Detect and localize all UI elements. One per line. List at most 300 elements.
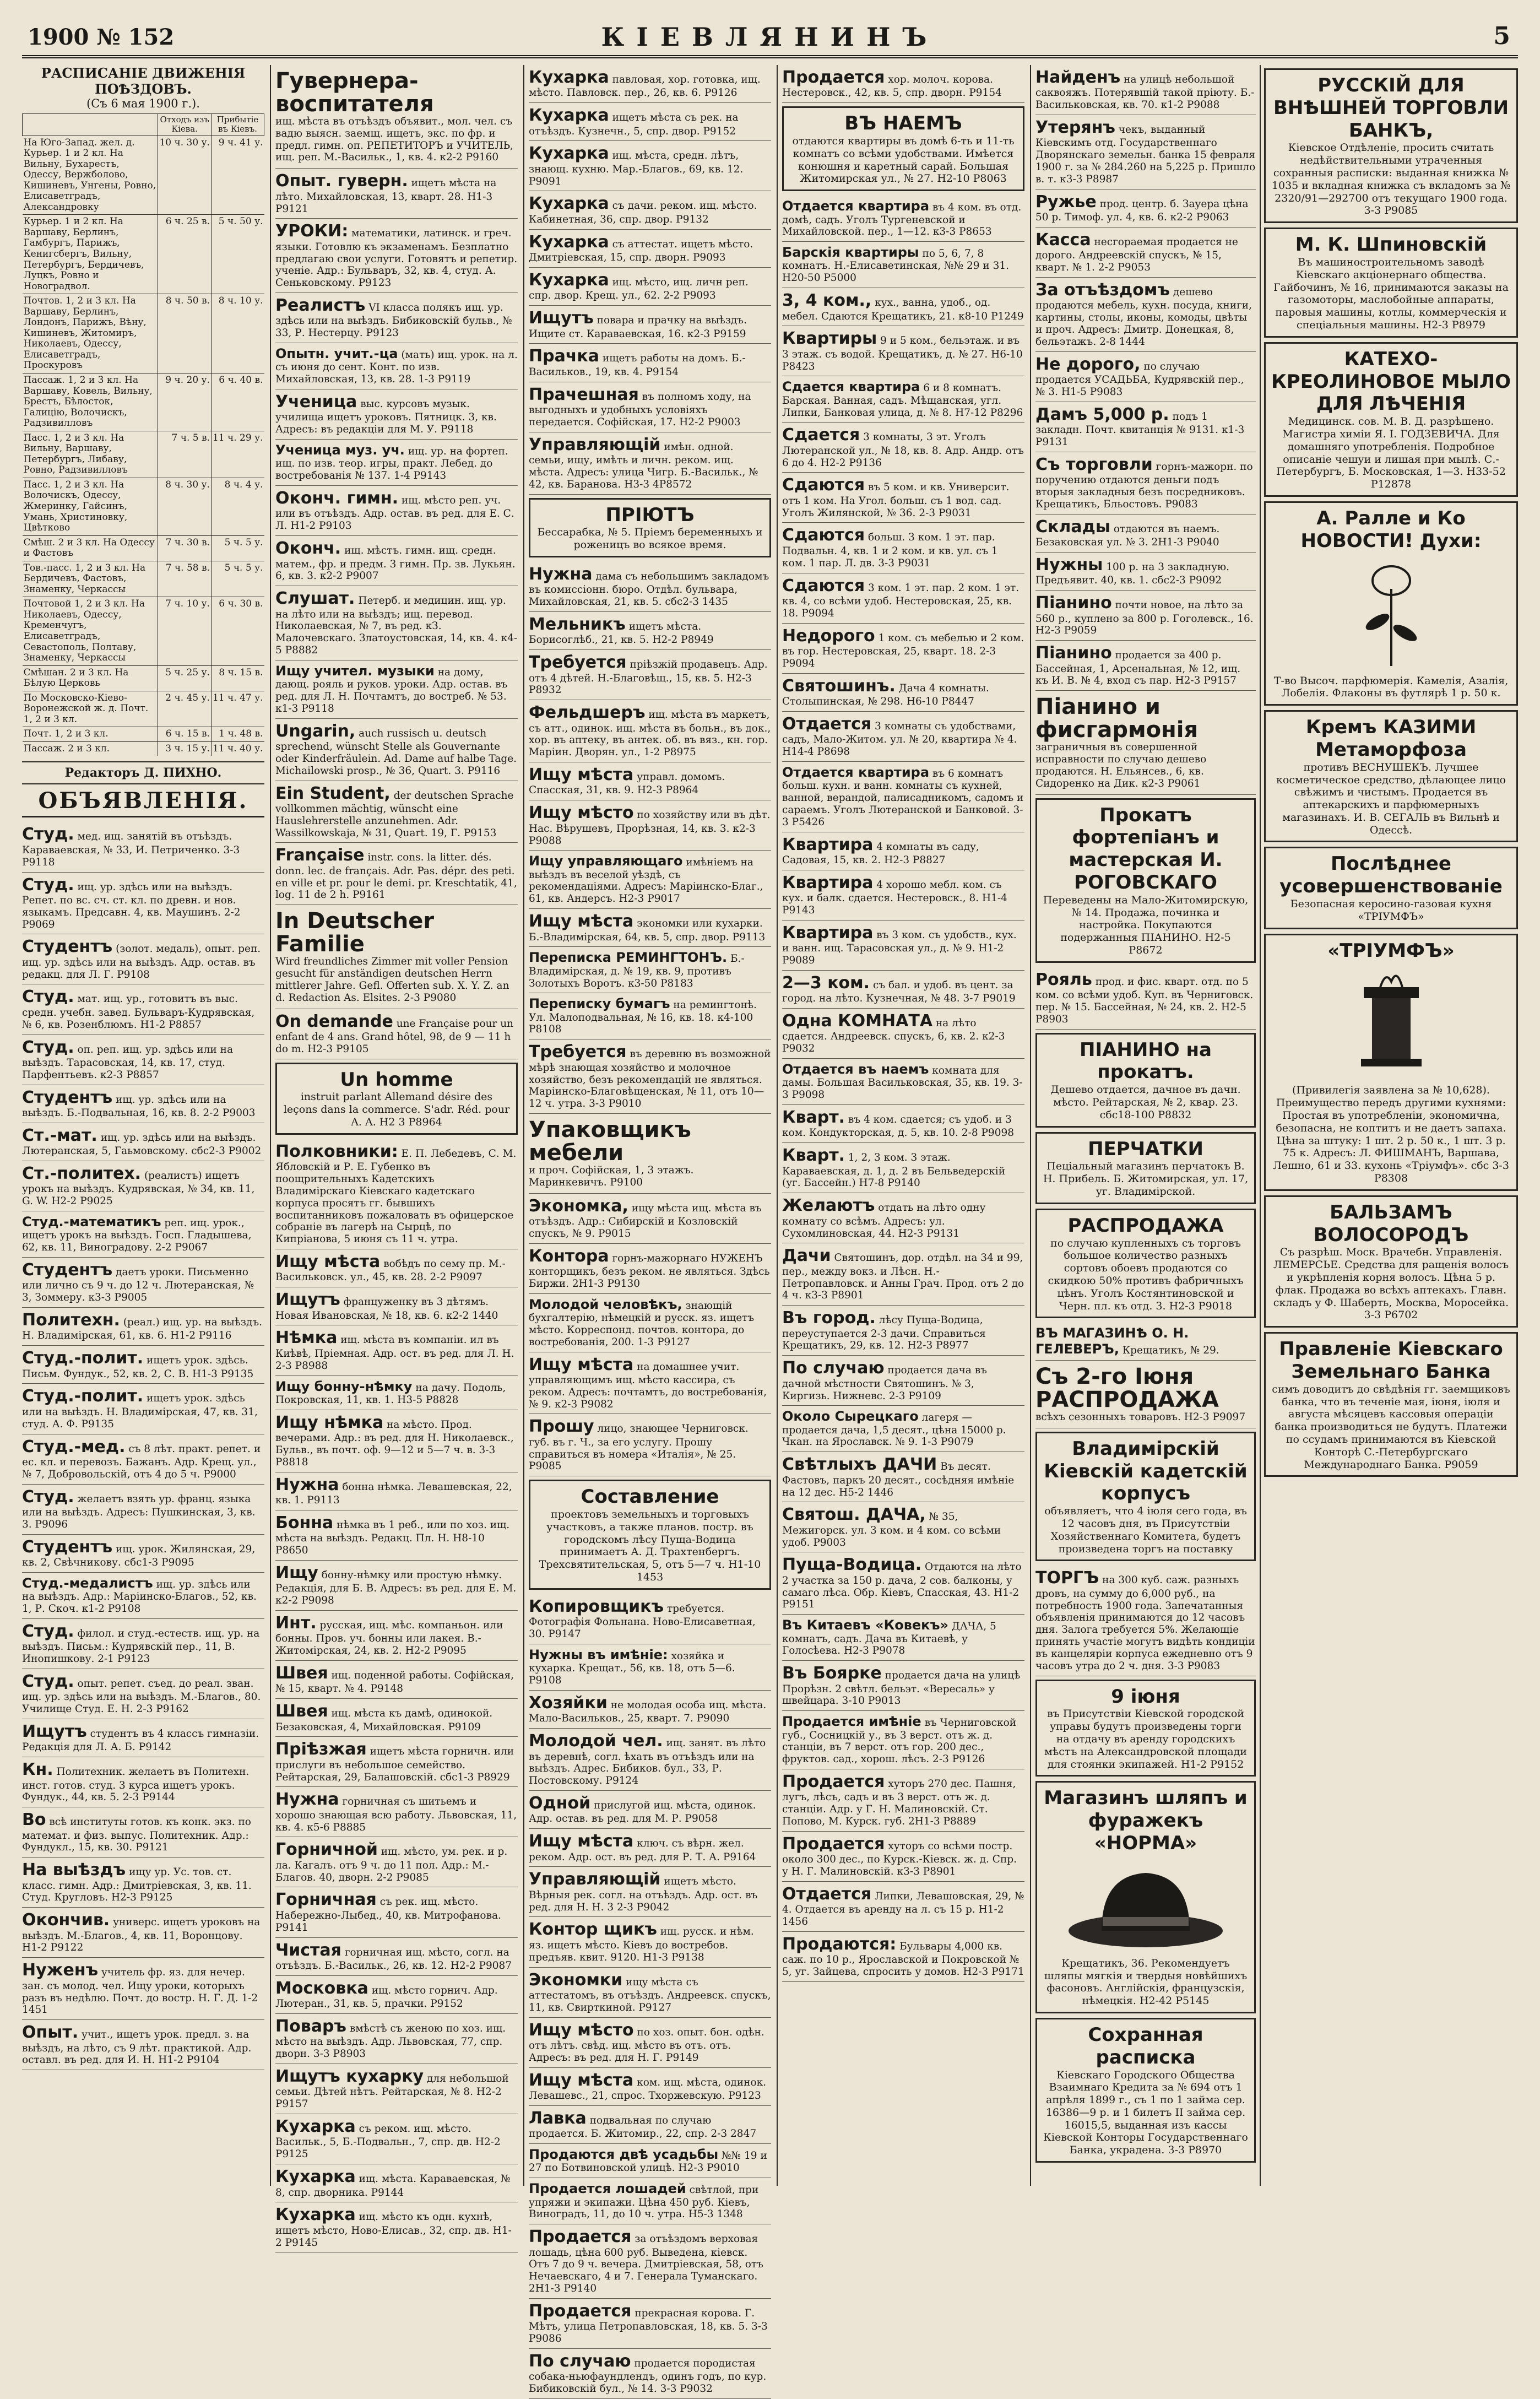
classified-ad <box>529 306 771 344</box>
ad-heading: Одной <box>529 1793 591 1813</box>
ad-text: ищу ур. Ус. тов. ст. класс. гимн. Адр.: Дмитріевская, 3, кв. 11. Студ. Кругловъ. Н2-3 Р9125 <box>22 1866 252 1904</box>
ad-heading: Опыт. гуверн. <box>275 171 408 191</box>
ad-text: ищ. ур. здѣсь или на выѣздъ. Б.-Подвальная, 16, кв. 8. 2-2 Р9003 <box>22 1093 256 1119</box>
ad-heading: Квартиры <box>782 329 877 349</box>
classified-ad <box>782 196 1024 242</box>
classified-ad <box>22 873 264 935</box>
ad-text: въ 3 ком. съ удобств., кух. и ванн. ищ. Тарасовская ул., д. № 9. Н1-2 Р9089 <box>782 929 1017 966</box>
ad-text: и проч. Софійская, 1, 3 этажъ. Маринкевичъ. Р9100 <box>529 1165 694 1188</box>
classified-ad <box>1264 228 1518 338</box>
classified-ad <box>529 1194 771 1244</box>
ad-heading: Ищу мѣста <box>529 1355 634 1374</box>
ad-heading: Поваръ <box>275 2016 346 2036</box>
classified-ad <box>275 1410 518 1472</box>
ad-heading: Кухарка <box>275 2167 356 2187</box>
classified-ad <box>529 1594 771 1644</box>
ad-heading: Горничная <box>275 1890 377 1910</box>
ad-text: по случаю купленныхъ съ торговъ большое количество разныхъ сортовъ обоевъ продаются со скидкою 50% противъ фабричныхъ цѣнъ. Уголъ Костянтиновской и Черн. пл. къ отд. 3. Н2-3 Р9018 <box>1048 1237 1244 1312</box>
column-rule <box>1260 65 1261 2186</box>
classified-ad <box>529 851 771 909</box>
ad-heading: Un homme <box>340 1068 453 1091</box>
ad-heading: Квартира <box>782 873 874 892</box>
classified-ad <box>1035 1209 1256 1319</box>
ad-text: управл. домомъ. Спасская, 31, кв. 9. Н2-3 Р8964 <box>529 771 725 797</box>
ad-text: №№ 19 и 27 по Ботвиновской улицѣ. Н2-3 Р9010 <box>529 2150 767 2174</box>
ad-heading: За отъѣздомъ <box>1035 280 1170 300</box>
ad-heading: Съ торговли <box>1035 454 1153 474</box>
ad-text: (золот. медаль), опыт. реп. ищ. ур. здѣсь или на выѣздъ. Адр. остав. въ редакц. для Л. Г. Р9108 <box>22 943 261 981</box>
ad-text: ищ. урок. Жилянская, 29, кв. 2, Свѣчникову. сбс1-3 Р9095 <box>22 1543 256 1569</box>
classified-ad <box>275 343 518 389</box>
classified-ad <box>275 1063 518 1135</box>
ad-heading: Нужны <box>1035 555 1103 575</box>
ad-heading: Переписку бумагъ <box>529 996 670 1012</box>
ad-heading: Кухарка <box>529 270 609 290</box>
classified-ad <box>782 624 1024 674</box>
classified-ad <box>275 389 518 440</box>
ad-heading: Сдаются <box>782 526 865 545</box>
classified-ad <box>1035 115 1256 189</box>
ad-text: ищ. поденной работы. Софійская, № 15, кварт. № 4. Р9148 <box>275 1669 514 1695</box>
classified-ad <box>782 870 1024 920</box>
classified-ad <box>1035 1132 1256 1204</box>
ad-text: по хоз. опыт. бон. одѣн. отъ лѣтъ. свѣд. ищ. мѣсто въ отъ. отъ. Адресъ: въ ред. для Н. Г. Р9149 <box>529 2026 764 2064</box>
ad-heading: ПРІЮТЪ <box>605 503 695 526</box>
classified-ad <box>529 191 771 229</box>
timetable-route: Смѣш. 2 и 3 кл. На Одессу и Фастовъ <box>23 535 158 561</box>
timetable-depart: 8 ч. 30 у. <box>158 478 212 535</box>
classified-ad <box>22 1308 264 1346</box>
timetable-arrive: 1 ч. 48 в. <box>211 727 264 742</box>
classified-ad <box>529 1244 771 1294</box>
classified-ad <box>1035 1361 1256 1428</box>
ad-text: въ 4 ком. сдается; съ удоб. и 3 ком. Кондукторская, д. 5, кв. 10. 2-8 Р9098 <box>782 1114 1015 1139</box>
ad-heading: Переписка РЕМИНГТОНЪ. <box>529 950 728 966</box>
classified-ad <box>275 843 518 905</box>
classified-ad <box>529 2224 771 2299</box>
ad-text: не молодая особа ищ. мѣста. Мало-Васильков., 25, кварт. 7. Р9090 <box>529 1699 767 1725</box>
classified-ad <box>1035 352 1256 402</box>
ad-text: Крещатикъ, № 29. <box>1122 1344 1219 1356</box>
classified-ad <box>1035 798 1256 963</box>
ad-text: Крещатикъ, 36. Рекомендуетъ шляпы мягкія и твердыя новѣйшихъ фасоновъ. Англійскія, французскія, нѣмецкія. Н2-42 Р5145 <box>1044 1957 1248 2007</box>
ad-text: 4 хорошо мебл. ком. съ кух. и балк. сдается. Нестеровск., 8. Н1-4 Р9143 <box>782 879 1007 916</box>
ad-text: даетъ уроки. Письменно или лично съ 9 ч. до 12 ч. Лютеранская, № 3, Зоммеру. к3-3 Р9005 <box>22 1266 254 1304</box>
ad-heading: Сдаются <box>782 576 865 595</box>
ad-heading: Кремъ КАЗИМИ Метаморфоза <box>1305 716 1477 761</box>
ad-heading: Студ. <box>22 1671 74 1691</box>
classified-ad <box>782 523 1024 573</box>
classified-ad <box>1035 402 1256 452</box>
ad-text: ищу мѣста съ аттестатомъ, въ отъѣздъ. Андреевск. спускъ, 11, кв. Свирткиной. Р9127 <box>529 1976 771 2013</box>
ad-text: ищ. мѣсто горнич. Адр. Лютеран., 31, кв. 5, прачки. Р9152 <box>275 1984 498 2010</box>
ad-text: на лѣто сдается. Андреевск. спускъ, 6, кв. 2. к2-3 Р9032 <box>782 1017 1005 1055</box>
classified-ad <box>1035 452 1256 515</box>
ad-text: хуторъ 270 дес. Пашня, лугъ, лѣсъ, садъ и въ 3 верст. отъ ж. д. станціи. Адр. у Г. Н. Малиновскій. Ст. Попово, М. Курск. губ. 2Н1-3 Р8889 <box>782 1778 1016 1828</box>
classified-ad <box>529 800 771 851</box>
ad-heading: Свѣтлыхъ ДАЧИ <box>782 1455 937 1475</box>
classified-ad <box>529 1352 771 1415</box>
classified-ad <box>22 2020 264 2070</box>
ad-heading: Бонна <box>275 1513 334 1532</box>
timetable-arrive: 5 ч. 50 у. <box>211 215 264 294</box>
classified-ad <box>782 762 1024 832</box>
ad-text: имѣніемъ на выѣздъ въ веселой уѣздѣ, съ рекомендаціями. Адресъ: Маріинско-Благ., 61, кв. Андерсъ. Н2-3 Р9017 <box>529 857 763 905</box>
classified-ad <box>529 2018 771 2068</box>
ad-text: Пеціальный магазинъ перчатокъ В. Н. Прибель. Б. Житомирская, ул. 17, уг. Владимірской. <box>1043 1160 1249 1198</box>
classified-ad <box>529 1039 771 1114</box>
classified-ad <box>22 1161 264 1211</box>
classified-ad <box>529 1480 771 1590</box>
column-4 <box>782 65 1024 2186</box>
ad-text: по 5, 6, 7, 8 комнатъ. Н.-Елисаветинская, №№ 29 и 31. Н20-50 Р5000 <box>782 248 1010 284</box>
classified-ad <box>1035 553 1256 591</box>
ads-list-col6 <box>1264 68 1518 1477</box>
classified-ad <box>529 65 771 103</box>
ad-heading: Продается <box>529 2301 632 2321</box>
newspaper-title: КІЕВЛЯНИНЪ <box>601 22 939 52</box>
ad-heading: Française <box>275 846 365 865</box>
column-5 <box>1035 65 1256 2186</box>
ad-heading: Горничной <box>275 1840 378 1860</box>
classified-ad <box>1264 934 1518 1191</box>
ad-text: 4 комнаты въ саду, Садовая, 15, кв. 2. Н2-3 Р8827 <box>782 841 979 866</box>
ad-heading: КАТЕХО-КРЕОЛИНОВОЕ МЫЛО ДЛЯ ЛѢЧЕНІЯ <box>1271 348 1511 415</box>
timetable-row <box>23 431 264 478</box>
ad-heading: Прачка <box>529 346 600 366</box>
ad-text: (Привилегія заявлена за № 10,628). Преимущество передъ другими кухнями: Простая въ употребленіи, экономична, безопасна, не коптитъ и не даетъ запаха. Цѣна за штуку: 1 шт. 2 р. 50 к., 1 шт. 3 р. 75 к. Адресъ: Л. ФИШМАНЪ, Варшава, Лешно, 61 и 33. кухонь «Тріумфъ». сбс 3-3 Р8308 <box>1273 1084 1509 1185</box>
ad-text: вмѣстѣ съ женою по хоз. ищ. мѣсто на выѣздъ. Адр. Львовская, 77, спр. дворн. 3-3 Р8903 <box>275 2022 506 2060</box>
timetable-arrive: 11 ч. 29 у. <box>211 431 264 478</box>
classified-ad <box>275 1976 518 2014</box>
ad-text: всѣ институты готов. къ конк. экз. по математ. и физ. выпус. Политехник. Адр.: Фундукл., 15, кв. 30. Р9121 <box>22 1816 251 1854</box>
timetable-route: Почтов. 1, 2 и 3 кл. На Варшаву, Берлинъ, Лондонъ, Парижъ, Вѣну, Кишиневъ, Житомиръ, Николаевъ, Одессу, Елисаветградъ, Проскуровъ <box>23 294 158 373</box>
ad-heading: Швея <box>275 1663 328 1683</box>
classified-ad <box>529 1729 771 1791</box>
ad-text: продается породистая собака-ньюфаундлендъ, одинъ годъ, по кур. Бибиковскій бул., № 14. 3-3 Р9032 <box>529 2357 767 2395</box>
timetable-depart: 8 ч. 50 в. <box>158 294 212 373</box>
classified-ad <box>22 1719 264 1757</box>
ad-text: ищ. ур. здѣсь или на выѣздъ. Репет. по вс. сч. ст. кл. по древн. и нов. языкамъ. Предсавн. 4, кв. Маушинъ. 2-2 Р9069 <box>22 881 241 930</box>
ad-heading: М. К. Шпиновскій <box>1295 234 1487 256</box>
classified-ad <box>1035 967 1256 1030</box>
classified-ad <box>529 1968 771 2018</box>
classified-ad <box>529 1691 771 1729</box>
ad-heading: Нужна <box>275 1790 339 1810</box>
ad-heading: Кн. <box>22 1760 53 1780</box>
ad-heading: УРОКИ: <box>275 221 349 241</box>
classified-ad <box>1035 1323 1256 1361</box>
ad-heading: Студ. <box>22 1621 74 1641</box>
ad-heading: Въ Китаевъ «Ковекъ» <box>782 1617 948 1633</box>
classified-ad <box>22 1807 264 1858</box>
classified-ad <box>22 1346 264 1384</box>
classified-ad <box>529 947 771 993</box>
ad-text: лицо, знающее Черниговск. губ. въ г. Ч., за его услугу. Прошу справиться въ номера «Италія», № 25. Р9085 <box>529 1423 749 1472</box>
ad-heading: Гувернера-воспитателя <box>275 68 434 117</box>
ads-list-col1 <box>22 822 264 2070</box>
ad-heading: Ищу мѣсто <box>529 2020 634 2040</box>
ad-heading: Ungarin, <box>275 721 356 741</box>
timetable-route: Пасс. 1, 2 и 3 кл. На Волочискъ, Одессу, Жмеринку, Гайсинъ, Умань, Христиновку, Цвѣтково <box>23 478 158 535</box>
classified-ad <box>275 1376 518 1410</box>
ad-heading: Кухарка <box>529 144 609 164</box>
ad-heading: Политехн. <box>22 1310 120 1330</box>
classified-ad <box>275 1737 518 1787</box>
ad-text: ищ. мѣста въ отъѣздъ объявит., мол. чел. съ вадю выясн. заемщ. ищетъ, экс. по фр. и предл. гимн. оп. РЕПЕТИТОРЪ и УЧИТЕЛЬ, ищ. реп. М.-Васильк., 1, кв. 4. к2-2 Р9160 <box>275 116 513 164</box>
ad-text: Политехник. желаетъ въ Политехн. инст. готов. студ. 3 курса ищетъ урокъ. Фундук., 44, кв. 5. 2-3 Р9144 <box>22 1766 250 1804</box>
ad-heading: Піанино <box>1035 593 1112 613</box>
ad-text: ключ. съ вѣрн. жел. реком. Адр. ост. въ ред. для Р. Т. А. Р9164 <box>529 1838 756 1863</box>
ad-text: горнъ-мажорнаго НУЖЕНЪ конторщикъ, безъ реком. не являться. Здѣсь Биржи. 2Н1-3 Р9130 <box>529 1252 770 1290</box>
ad-text: пріѣзжій продавецъ. Адр. отъ 4 дѣтей. Н.-Благовѣщ., 15, кв. 5. Н2-3 Р8932 <box>529 659 768 696</box>
ad-heading: Прачешная <box>529 385 639 404</box>
ad-text: съ бал. и удоб. въ цент. за город. на лѣто. Кузнечная, № 48. 3-7 Р9019 <box>782 979 1016 1005</box>
ad-heading: Студ. <box>22 987 74 1007</box>
ad-text: ищетъ урок. здѣсь. Письм. Фундук., 52, кв. 2, С. В. Н1-3 Р9135 <box>22 1355 254 1380</box>
ad-heading: ПЕРЧАТКИ <box>1088 1138 1203 1160</box>
ad-text: ищ. мѣсто къ одн. кухнѣ, ищетъ мѣсто, Ново-Елисав., 32, спр. дв. Н1-2 Р9145 <box>275 2211 512 2249</box>
classified-ad <box>275 293 518 343</box>
ad-text: VI класса полякъ ищ. ур. здѣсь или на выѣздъ. Бибиковскій бульв., № 33, Р. Нестерцу. Р9123 <box>275 302 512 339</box>
classified-ad <box>275 586 518 660</box>
classified-ad <box>275 1699 518 1737</box>
ad-text: учитель фр. яз. для нечер. зан. съ молод. чел. Ищу уроки, которыхъ разъ въ недѣлю. Почт. до востр. Н. Г. Д. 1-2 1451 <box>22 1967 258 2016</box>
ad-heading: Студ.-полит. <box>22 1349 144 1368</box>
ad-heading: По случаю <box>782 1358 885 1378</box>
ad-text: на дому, дающ. рояль и руков. уроки. Адр. остав. въ ред. для Л. Н. Почтамтъ, до востреб. № 53. к1-3 Р9118 <box>275 666 508 714</box>
editor-line: Редакторъ Д. ПИХНО. <box>22 761 264 784</box>
ad-heading: 3, 4 ком., <box>782 291 872 311</box>
classified-ad <box>529 909 771 947</box>
ad-heading: Въ Боярке <box>782 1664 882 1683</box>
ad-text: ищетъ мѣсто. Вѣрныя рек. согл. на отъѣздъ. Адр. ост. въ ред. для Н. Н. 3 2-3 Р9042 <box>529 1876 758 1913</box>
ad-heading: Рояль <box>1035 970 1092 989</box>
classified-ad <box>22 1085 264 1123</box>
ad-heading: Нужна <box>275 1475 339 1494</box>
timetable-row <box>23 373 264 431</box>
ad-heading: Продаются двѣ усадьбы <box>529 2147 719 2163</box>
classified-ad <box>275 1661 518 1699</box>
ad-text: подъ 1 закладн. Почт. квитанція № 9131. к1-3 Р9131 <box>1035 410 1245 448</box>
ad-heading: Кухарка <box>529 232 609 252</box>
classified-ad <box>275 1787 518 1837</box>
classified-ad <box>529 1791 771 1829</box>
ad-heading: Студ.-медалистъ <box>22 1575 153 1591</box>
classified-ad <box>1035 2018 1256 2163</box>
timetable-arrive: 5 ч. 5 у. <box>211 535 264 561</box>
classified-ad <box>1035 1680 1256 1777</box>
classified-ad <box>782 473 1024 523</box>
timetable-depart: 2 ч. 45 у. <box>158 691 212 727</box>
timetable-arrive: 8 ч. 15 в. <box>211 665 264 691</box>
ad-text: въ 6 комнатъ больш. кухн. и ванн. комнаты съ кухней, ванной, верандой, палисадникомъ, садомъ и сараемъ. Уголъ Лютеранской и Банковой. 3-3 Р5426 <box>782 767 1024 828</box>
ad-heading: Ищутъ <box>529 308 594 328</box>
ad-text: на мѣсто. Прод. вечерами. Адр.: въ ред. для Н. Николаевск., Бульв., въ почт. оф. 9—12 и 5—7 ч. в. 3-3 Р8818 <box>275 1418 514 1468</box>
classified-ad <box>275 1561 518 1611</box>
timetable-row <box>23 665 264 691</box>
ad-text: продается за 400 р. Бассейная, 1, Арсенальная, № 12, ищ. къ И. В. № 4, вход съ пар. Н2-3 Р9157 <box>1035 649 1241 687</box>
ad-text: 3 комнаты съ удобствами, садъ, Мало-Житом. ул. № 20, квартира № 4. Н14-4 Р8698 <box>782 720 1017 758</box>
ad-text: желаетъ взять ур. франц. языка или на выѣздъ. Адресъ: Пушкинская, 3, кв. 3. Р9096 <box>22 1493 256 1530</box>
ad-heading: Утерянъ <box>1035 118 1115 138</box>
ad-heading: Піанино и фисгармонія <box>1035 694 1199 743</box>
classified-ad <box>1264 68 1518 223</box>
classified-ad <box>275 440 518 486</box>
ad-text: der deutschen Sprache vollkommen mächtig, wünscht eine Hauslehrerstelle anzunehmen. Adr. Wassilkowskaja, № 31, Quart. 19, Г. Р9153 <box>275 789 514 839</box>
classified-ad <box>1264 1195 1518 1328</box>
classified-ad <box>782 1356 1024 1406</box>
ad-heading: Въ город. <box>782 1308 876 1328</box>
ad-heading: Барскія квартиры <box>782 245 919 261</box>
ad-heading: А. Ралле и Ко НОВОСТИ! Духи: <box>1300 507 1482 552</box>
ad-text: 100 р. на 3 закладную. Предъявит. 40, кв. 1. сбс2-3 Р9092 <box>1035 561 1230 587</box>
ad-heading: Ищу бонну-нѣмку <box>275 1378 413 1394</box>
ad-text: ищ. мѣсто, ищ. личн реп. спр. двор. Крещ. ул., 62. 2-2 Р9093 <box>529 276 749 302</box>
ad-heading: Упаковщикъ мебели <box>529 1117 691 1166</box>
ad-heading: In Deutscher Familie <box>275 908 435 957</box>
classified-ad <box>529 103 771 141</box>
ad-heading: Контора <box>529 1246 609 1266</box>
ad-text: Липки, Левашовская, 29, № 4. Отдается въ аренду на л. съ 15 р. Н1-2 1456 <box>782 1891 1024 1928</box>
timetable-arrive: 8 ч. 10 у. <box>211 294 264 373</box>
classified-ad <box>529 432 771 495</box>
classified-ad <box>782 1452 1024 1502</box>
ad-text: ищ. мѣста, средн. лѣтъ, знающ. кухню. Мар.-Благов., 69, кв. 12. Р9091 <box>529 150 744 187</box>
ad-text: за отъѣздомъ верховая лошадь, цѣна 600 руб. Выведена, кіевск. Отъ 7 до 9 ч. вечера. Дмитріевская, 58, отъ Нечаевскаго, 4 и 7. Генерала Туманскаго. 2Н1-3 Р9140 <box>529 2233 763 2295</box>
ad-heading: Реалистъ <box>275 296 366 316</box>
ad-text: ищ. русск. и нѣм. яз. ищетъ мѣсто. Кіевъ до востребов. предъяв. квит. 9120. Н1-3 Р9138 <box>529 1926 754 1963</box>
timetable-depart: 3 ч. 15 у. <box>158 741 212 756</box>
classified-ad <box>782 423 1024 473</box>
ad-heading: Прокатъ фортепіанъ и мастерская И. РОГОВСКАГО <box>1069 804 1223 893</box>
classified-ad <box>529 612 771 650</box>
ad-heading: Ученица муз. уч. <box>275 442 405 458</box>
classified-ad <box>1035 228 1256 278</box>
ad-heading: «ТРІУМФЪ» <box>1327 939 1455 962</box>
ad-heading: Оконч. гимн. <box>275 489 398 508</box>
ad-text: студентъ въ 4 классъ гимназіи. Редакція для Л. А. Б. Р9142 <box>22 1728 259 1753</box>
classified-ad <box>529 1829 771 1867</box>
ad-text: горничная ищ. мѣсто, согл. на отъѣздъ. Б.-Васильк., 26, кв. 12. Н2-2 Р9087 <box>275 1946 512 1972</box>
ad-text: 3 ком. 1 эт. пар. 2 ком. 1 эт. кв. 4, со всѣми удоб. Нестеровская, 25, кв. 18. Р9094 <box>782 582 1020 619</box>
hat-illustration <box>1063 1859 1228 1953</box>
classified-ad <box>782 1243 1024 1306</box>
ad-text: комната для дамы. Большая Васильковская, 35, кв. 19. 3-3 Р9098 <box>782 1065 1023 1101</box>
ad-heading: 9 іюня <box>1111 1685 1180 1708</box>
classified-ad <box>782 376 1024 423</box>
ad-heading: Отдается <box>782 1884 872 1904</box>
timetable-depart: 7 ч. 10 у. <box>158 597 212 665</box>
classified-ad <box>22 1123 264 1161</box>
classified-ad <box>782 1059 1024 1105</box>
ad-text: съ рек. ищ. мѣсто. Набережно-Лыбед., 40, кв. Митрофанова. Р9141 <box>275 1896 501 1934</box>
ad-text: продается дача на улицѣ Прорѣзн. 2 свѣтл. бельэт. «Вересаль» у швейцара. 3-10 Р9013 <box>782 1670 1021 1707</box>
ad-heading: Студ.-полит. <box>22 1387 144 1406</box>
timetable-row <box>23 215 264 294</box>
ad-heading: Ищу мѣста <box>529 1832 634 1851</box>
ad-heading: Піанино <box>1035 643 1112 663</box>
ad-text: свѣтлой, при упряжи и экипажи. Цѣна 450 руб. Кіевъ, Виноградъ, 11, до 10 ч. утра. Н5-3 1348 <box>529 2184 759 2221</box>
classified-ad <box>1264 501 1518 706</box>
ad-text: чекъ, выданный Кіевскимъ отд. Государственнаго Дворянскаго земельн. банка 15 февраля 1900 г. за № 284.260 на 5,225 р. Пришло в. т. к3-3 Р8987 <box>1035 124 1256 185</box>
ad-text: Дешево отдается, дачное въ дачн. мѣсто. Рейтарская, № 2, квар. 23. сбс18-100 Р8832 <box>1050 1084 1241 1121</box>
ad-text: ищетъ мѣста. Борисоглѣб., 21, кв. 5. Н2-2 Р8949 <box>529 620 714 646</box>
ad-text: Е. П. Лебедевъ, С. М. Ябловскій и Р. Е. Губенко въ поощрительныхъ Кадетскихъ Владимірскаго Кіевскаго кадетскаго корпуса просятъ гг. бывшихъ воспитанниковъ пожаловать въ офицерское собраніе въ лагерѣ на Сырцѣ, по Кипріанова, 5 июня съ 11 ч. утра. <box>275 1147 517 1245</box>
ad-heading: Кухарка <box>529 106 609 126</box>
ad-text: Кіевское Отдѣленіе, просить считать недѣйствительными утраченныя сохранныя расписки: выданная книжка № 1035 и вкладная книжка съ вкладомъ за № 2320/91—292700 отъ текущаго 1900 года. 3-3 Р9085 <box>1271 142 1511 217</box>
classified-ad <box>22 1384 264 1434</box>
timetable-depart: 5 ч. 25 у. <box>158 665 212 691</box>
classified-ad <box>529 562 771 612</box>
classified-ad <box>529 1294 771 1352</box>
ad-heading: Квартира <box>782 923 874 943</box>
classified-ad <box>529 498 771 557</box>
timetable-row <box>23 136 264 215</box>
classified-ad <box>275 2064 518 2114</box>
ad-heading: Дамъ 5,000 р. <box>1035 404 1169 424</box>
ad-text: ищ. мѣста. Караваевская, № 8, спр. дворника. Р9144 <box>275 2173 511 2198</box>
classified-ad <box>782 1009 1024 1059</box>
ad-heading: Контор щикъ <box>529 1920 657 1940</box>
ad-heading: Около Сырецкаго <box>782 1409 919 1425</box>
classified-ad <box>22 822 264 872</box>
classified-ad <box>22 984 264 1035</box>
classified-ad <box>782 1661 1024 1711</box>
ad-heading: Сдается квартира <box>782 379 920 395</box>
classified-ad <box>782 288 1024 326</box>
classified-ad <box>275 1510 518 1561</box>
classified-ad <box>22 1958 264 2020</box>
ad-heading: Студентъ <box>22 1260 113 1280</box>
ad-text: Бульвары 4,000 кв. саж. по 10 р., Ярославской и Покровской № 5, уг. Зайцева, спросить у домов. Н2-3 Р9171 <box>782 1941 1024 1978</box>
ad-heading: Дачи <box>782 1246 831 1266</box>
classified-ad <box>782 573 1024 624</box>
ad-text: въ Присутствіи Кіевской городской управы будутъ произведены торги на отдачу въ аренду городскихъ мѣстъ на Александровской площади для стоянки экипажей. Н1-2 Р9152 <box>1044 1708 1247 1770</box>
ad-text: прекрасная корова. Г. Мѣтъ, улица Петропавловская, 18, кв. 5. 3-3 Р9086 <box>529 2307 768 2345</box>
ad-text: въ 5 ком. и кв. Университ. отъ 1 ком. На Угол. больш. съ 1 вод. сад. Уголъ Жилянской, № 36. 2-3 Р9031 <box>782 481 1010 519</box>
column-rule <box>270 65 271 2186</box>
ad-heading: Ищу учител. музыки <box>275 663 435 679</box>
ad-heading: Составление <box>581 1486 719 1508</box>
ad-heading: Копировщикъ <box>529 1596 664 1616</box>
ad-text: съ аттестат. ищетъ мѣсто. Дмитріевская, 15, спр. дворн. Р9093 <box>529 238 753 264</box>
timetable-row <box>23 535 264 561</box>
classified-ad <box>1035 515 1256 553</box>
ad-text: ищ. мѣста къ дамѣ, одинокой. Безаковская, 4, Михайловская. Р9109 <box>275 1708 493 1733</box>
ad-heading: Ст.-мат. <box>22 1125 97 1145</box>
ad-heading: Ст.-политех. <box>22 1163 142 1183</box>
classified-ad <box>782 1711 1024 1769</box>
ad-text: на ремингтонѣ. Ул. Малоподвальная, № 16, кв. 18. к4-100 Р8108 <box>529 999 757 1036</box>
ad-text: реп. ищ. урок., ищетъ урокъ на выѣздъ. Госп. Гладышева, 62, кв. 11, Виноградову. 2-2 Р9067 <box>22 1217 252 1254</box>
ad-heading: Хозяйки <box>529 1693 608 1713</box>
ad-heading: Святош. ДАЧА, <box>782 1505 926 1525</box>
timetable-arrive: 11 ч. 40 у. <box>211 741 264 756</box>
ad-text: бонна нѣмка. Левашевская, 22, кв. 1. Р9113 <box>275 1481 512 1506</box>
classified-ad <box>275 905 518 1009</box>
ad-text: 6 и 8 комнатъ. Барская. Ванная, садъ. Мѣщанская, угл. Липки, Банковая улица, д. № 8. Н7-12 Р8296 <box>782 382 1023 419</box>
ad-heading: Ищу нѣмка <box>275 1412 384 1432</box>
ad-heading: Кухарка <box>529 194 609 214</box>
ad-heading: Чистая <box>275 1940 341 1960</box>
classified-ad <box>1035 591 1256 641</box>
ad-text: хор. молоч. корова. Нестеровск., 42, кв. 5, спр. дворн. Р9154 <box>782 74 1002 99</box>
ad-heading: Ищу <box>275 1563 318 1583</box>
classified-ad <box>782 1932 1024 1982</box>
ad-text: прислугой ищ. мѣста, одинок. Адр. остав. въ ред. для М. Р. Р9058 <box>529 1799 756 1825</box>
classified-ad <box>275 2202 518 2252</box>
